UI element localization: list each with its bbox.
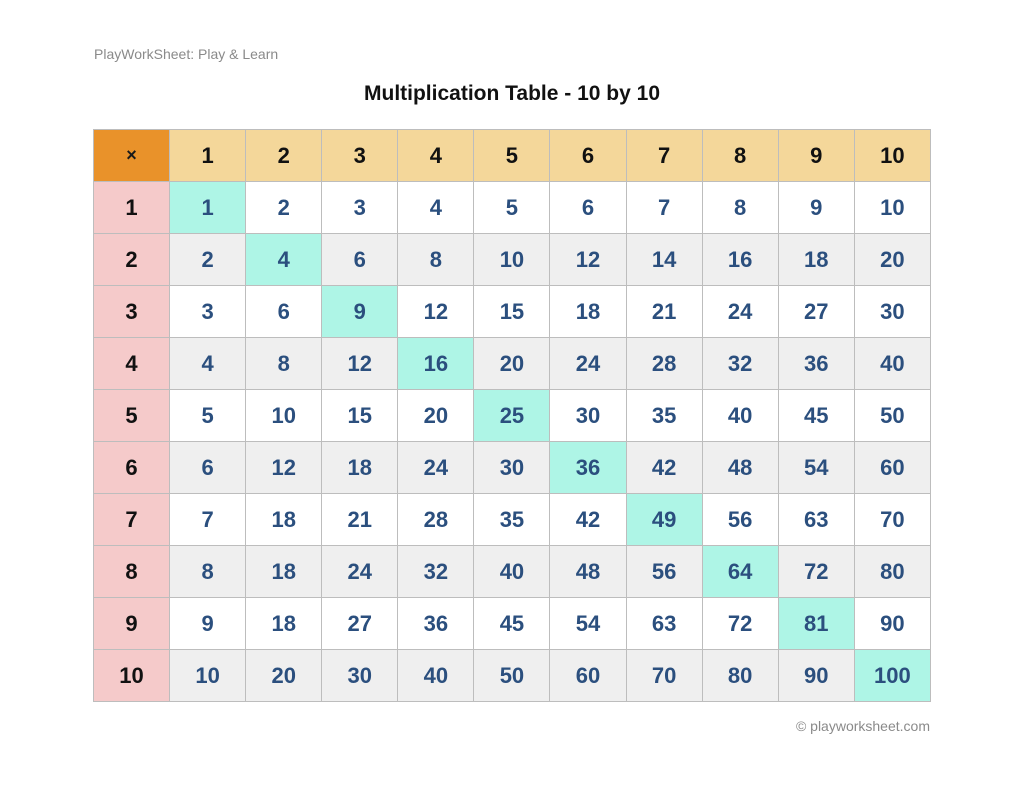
product-cell: 8 (702, 182, 778, 234)
product-cell: 24 (702, 286, 778, 338)
product-cell: 30 (854, 286, 930, 338)
product-cell: 20 (398, 390, 474, 442)
product-cell: 12 (550, 234, 626, 286)
square-cell: 64 (702, 546, 778, 598)
column-header: 9 (778, 130, 854, 182)
product-cell: 60 (854, 442, 930, 494)
table-row (94, 182, 931, 234)
product-cell: 30 (474, 442, 550, 494)
product-cell: 60 (550, 650, 626, 702)
product-cell: 80 (854, 546, 930, 598)
table-row (94, 494, 931, 546)
product-cell: 90 (854, 598, 930, 650)
product-cell: 40 (702, 390, 778, 442)
table-row (94, 598, 931, 650)
table-row (94, 650, 931, 702)
product-cell: 3 (170, 286, 246, 338)
product-cell: 6 (170, 442, 246, 494)
product-cell: 27 (778, 286, 854, 338)
footer-copyright: © playworksheet.com (795, 718, 930, 734)
product-cell: 90 (778, 650, 854, 702)
product-cell: 8 (398, 234, 474, 286)
product-cell: 12 (246, 442, 322, 494)
product-cell: 80 (702, 650, 778, 702)
column-header: 5 (474, 130, 550, 182)
square-cell: 4 (246, 234, 322, 286)
product-cell: 9 (170, 598, 246, 650)
product-cell: 35 (626, 390, 702, 442)
product-cell: 15 (322, 390, 398, 442)
row-header: 9 (94, 598, 170, 650)
product-cell: 5 (170, 390, 246, 442)
product-cell: 10 (246, 390, 322, 442)
product-cell: 4 (170, 338, 246, 390)
product-cell: 8 (246, 338, 322, 390)
product-cell: 54 (550, 598, 626, 650)
product-cell: 24 (550, 338, 626, 390)
product-cell: 50 (474, 650, 550, 702)
row-header: 4 (94, 338, 170, 390)
product-cell: 12 (322, 338, 398, 390)
product-cell: 18 (246, 598, 322, 650)
product-cell: 8 (170, 546, 246, 598)
product-cell: 48 (550, 546, 626, 598)
square-cell: 25 (474, 390, 550, 442)
corner-cell: × (94, 130, 170, 182)
product-cell: 70 (854, 494, 930, 546)
column-header: 4 (398, 130, 474, 182)
product-cell: 24 (322, 546, 398, 598)
column-header: 7 (626, 130, 702, 182)
product-cell: 18 (550, 286, 626, 338)
multiplication-table (93, 129, 931, 702)
column-header: 3 (322, 130, 398, 182)
row-header: 8 (94, 546, 170, 598)
product-cell: 7 (626, 182, 702, 234)
row-header: 2 (94, 234, 170, 286)
product-cell: 28 (398, 494, 474, 546)
table-row (94, 338, 931, 390)
product-cell: 15 (474, 286, 550, 338)
column-header: 1 (170, 130, 246, 182)
product-cell: 7 (170, 494, 246, 546)
product-cell: 42 (626, 442, 702, 494)
square-cell: 100 (854, 650, 930, 702)
row-header: 6 (94, 442, 170, 494)
product-cell: 63 (778, 494, 854, 546)
product-cell: 3 (322, 182, 398, 234)
product-cell: 40 (398, 650, 474, 702)
product-cell: 56 (626, 546, 702, 598)
product-cell: 6 (246, 286, 322, 338)
product-cell: 56 (702, 494, 778, 546)
product-cell: 36 (778, 338, 854, 390)
product-cell: 10 (854, 182, 930, 234)
column-header: 6 (550, 130, 626, 182)
product-cell: 6 (322, 234, 398, 286)
product-cell: 9 (778, 182, 854, 234)
product-cell: 72 (778, 546, 854, 598)
square-cell: 16 (398, 338, 474, 390)
product-cell: 35 (474, 494, 550, 546)
page-title: Multiplication Table - 10 by 10 (364, 82, 660, 105)
column-header: 8 (702, 130, 778, 182)
square-cell: 36 (550, 442, 626, 494)
product-cell: 20 (854, 234, 930, 286)
product-cell: 72 (702, 598, 778, 650)
table-row (94, 234, 931, 286)
product-cell: 18 (246, 494, 322, 546)
row-header: 10 (94, 650, 170, 702)
product-cell: 63 (626, 598, 702, 650)
product-cell: 5 (474, 182, 550, 234)
product-cell: 30 (550, 390, 626, 442)
product-cell: 10 (170, 650, 246, 702)
row-header: 7 (94, 494, 170, 546)
product-cell: 14 (626, 234, 702, 286)
product-cell: 12 (398, 286, 474, 338)
square-cell: 1 (170, 182, 246, 234)
product-cell: 2 (246, 182, 322, 234)
column-header: 10 (854, 130, 930, 182)
product-cell: 10 (474, 234, 550, 286)
product-cell: 30 (322, 650, 398, 702)
product-cell: 21 (322, 494, 398, 546)
row-header: 5 (94, 390, 170, 442)
product-cell: 32 (398, 546, 474, 598)
column-header: 2 (246, 130, 322, 182)
row-header: 3 (94, 286, 170, 338)
product-cell: 54 (778, 442, 854, 494)
product-cell: 28 (626, 338, 702, 390)
table-row (94, 390, 931, 442)
product-cell: 40 (474, 546, 550, 598)
product-cell: 16 (702, 234, 778, 286)
row-header: 1 (94, 182, 170, 234)
product-cell: 48 (702, 442, 778, 494)
product-cell: 18 (778, 234, 854, 286)
product-cell: 20 (246, 650, 322, 702)
square-cell: 49 (626, 494, 702, 546)
product-cell: 50 (854, 390, 930, 442)
table-row (94, 442, 931, 494)
product-cell: 18 (322, 442, 398, 494)
product-cell: 45 (778, 390, 854, 442)
square-cell: 81 (778, 598, 854, 650)
product-cell: 36 (398, 598, 474, 650)
product-cell: 40 (854, 338, 930, 390)
product-cell: 70 (626, 650, 702, 702)
product-cell: 42 (550, 494, 626, 546)
product-cell: 24 (398, 442, 474, 494)
product-cell: 18 (246, 546, 322, 598)
product-cell: 32 (702, 338, 778, 390)
square-cell: 9 (322, 286, 398, 338)
product-cell: 21 (626, 286, 702, 338)
product-cell: 20 (474, 338, 550, 390)
product-cell: 27 (322, 598, 398, 650)
product-cell: 4 (398, 182, 474, 234)
product-cell: 45 (474, 598, 550, 650)
table-row (94, 546, 931, 598)
table-row (94, 286, 931, 338)
product-cell: 6 (550, 182, 626, 234)
product-cell: 2 (170, 234, 246, 286)
header-row (94, 130, 931, 182)
brand-label: PlayWorkSheet: Play & Learn (94, 46, 279, 62)
